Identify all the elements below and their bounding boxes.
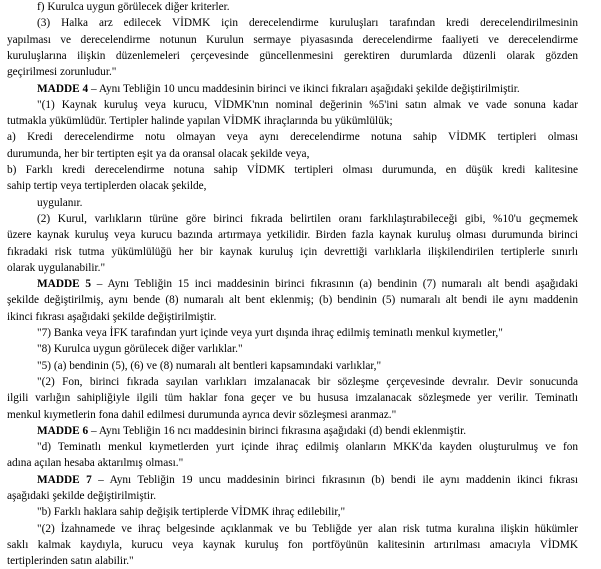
text-line <box>7 537 578 553</box>
text-line <box>37 325 578 341</box>
line-text: sahip tertip veya tertiplerden olacak şekilde, <box>7 180 207 193</box>
text-line <box>37 195 578 211</box>
line-text: (2) Kurul, varlıkların türüne göre birinci fıkrada belirtilen oranı farklılaştırabileceği gibi, %10'u geçmemek <box>37 212 578 225</box>
article-heading-line <box>37 472 578 488</box>
line-text: – Aynı Tebliğin 15 inci maddesinin birinci fıkrasının (a) bendinin (7) numaralı alt bendi aşağıdaki <box>91 278 578 291</box>
line-text: adına açılan hesaba aktarılmış olması." <box>7 457 184 470</box>
line-text: üzere kaynak kuruluş veya kurucu bazında artırmaya yetkilidir. Birden fazla kaynak kuruluş olması durumunda birinci <box>7 229 578 242</box>
text-line <box>37 0 578 15</box>
article-heading-line <box>37 81 578 97</box>
line-text: f) Kurulca uygun görülecek diğer kriterler. <box>37 1 230 13</box>
line-text: "7) Banka veya İFK tarafından yurt içinde veya yurt dışında ihraç edilmiş teminatlı menkul kıymetler," <box>37 327 503 339</box>
line-text: "8) Kurulca uygun görülecek diğer varlıklar." <box>37 343 243 356</box>
line-text: a) Kredi derecelendirme notu olmayan veya aynı derecelendirme notuna sahip VİDMK tertipleri olması <box>7 131 578 144</box>
article-heading-line <box>37 423 578 439</box>
article-number: MADDE 7 <box>37 473 92 486</box>
text-line <box>7 227 578 243</box>
line-text: şekilde değiştirilmiş, aynı bende (8) numaralı alt bent eklenmiş; (b) bendinin (5) numaralı alt bendi ile aynı maddenin <box>7 294 578 307</box>
line-text: fıkradaki risk tutma yükümlülüğü her bir kaynak kuruluş için devrettiği varlıklarla ilişkilendirilen tertiplerle sınırlı <box>7 245 578 258</box>
line-text: ilgili varlığın sahipliğiyle ilgili tüm haklar fona geçer ve bu hususa imzalanacak sözleşmede yer verilir. Teminatlı <box>7 392 578 405</box>
line-text: – Aynı Tebliğin 19 uncu maddesinin birinci fıkrasının (b) bendi ile aynı maddenin ikinci fıkrası <box>91 473 578 486</box>
text-line <box>37 15 578 31</box>
line-text: – Aynı Tebliğin 10 uncu maddesinin birinci ve ikinci fıkraları aşağıdaki şekilde değiştirilmiştir. <box>88 82 520 95</box>
text-line <box>37 374 578 390</box>
line-text: "d) Teminatlı menkul kıymetlerden yurt içinde ihraç edilmiş olanların MKK'da kayden oluşturulmuş ve fon <box>37 441 578 454</box>
line-text: (3) Halka arz edilecek VİDMK için derecelendirme kuruluşları tarafından kredi derecelendirilmesinin <box>37 17 578 30</box>
text-line <box>7 129 578 145</box>
article-number: MADDE 4 <box>37 82 89 95</box>
article-number: MADDE 5 <box>37 278 92 291</box>
text-line <box>7 488 578 504</box>
text-line <box>7 244 578 260</box>
text-line <box>7 48 578 64</box>
text-line <box>7 292 578 308</box>
line-text: yapılması ve derecelendirme notunun Kurulun sermaye piyasasında derecelendirme faaliyeti ve derecelendirme <box>7 33 578 46</box>
line-text: – Aynı Tebliğin 16 ncı maddesinin birinci fıkrasına aşağıdaki (d) bendi eklenmiştir. <box>88 424 467 437</box>
text-line <box>37 97 578 113</box>
line-text: tertiplerinden satın alabilir." <box>7 555 134 568</box>
text-line <box>37 521 578 537</box>
line-text: b) Farklı kredi derecelendirme notuna sahip VİDMK tertipleri olması durumunda, en düşük kredi kalitesine <box>7 164 578 176</box>
line-text: "(1) Kaynak kuruluş veya kurucu, VİDMK'nın nominal değerinin %5'ini satın almak ve vade sonuna kadar <box>37 98 578 111</box>
text-line <box>7 64 578 80</box>
article-number: MADDE 6 <box>37 424 89 437</box>
text-line <box>37 439 578 455</box>
line-text: durumunda, her bir tertipten eşit ya da oransal olacak şekilde veya, <box>7 147 310 160</box>
text-line <box>7 553 578 569</box>
text-line <box>37 211 578 227</box>
text-line <box>7 407 578 423</box>
text-line <box>7 146 578 162</box>
line-text: "(2) Fon, birinci fıkrada sayılan varlıkları imzalanacak bir sözleşme çerçevesinde devralır. Devir sonucunda <box>37 375 578 388</box>
text-line <box>7 178 578 194</box>
line-text: "5) (a) bendinin (5), (6) ve (8) numaralı alt bentleri kapsamındaki varlıklar," <box>37 359 382 372</box>
text-line <box>7 260 578 276</box>
line-text: "(2) İzahnamede ve ihraç belgesinde açıklanmak ve bu Tebliğde yer alan risk tutma kuralına ilişkin hükümler <box>37 522 578 535</box>
text-line <box>37 504 578 520</box>
article-heading-line <box>37 276 578 292</box>
line-text: kuruluşlarına ilişkin düzenlemeleri çerçevesinde güncellenmesini gerektiren durumlarda düzenli olarak gözden <box>7 49 578 62</box>
text-line <box>7 162 578 178</box>
text-line <box>37 358 578 374</box>
line-text: aşağıdaki şekilde değiştirilmiştir. <box>7 490 157 502</box>
line-text: geçirilmesi zorunludur." <box>7 66 117 79</box>
line-text: ikinci fıkrası aşağıdaki şekilde değiştirilmiştir. <box>7 310 217 323</box>
line-text: saklı kalmak kaydıyla, kurucu veya kaynak kuruluş fon portföyünün kalitesinin artırılması amacıyla VİDMK <box>7 538 578 551</box>
text-line <box>7 309 578 325</box>
text-line <box>7 32 578 48</box>
text-line <box>7 455 578 471</box>
line-text: menkul kıymetlerin fona dahil edilmesi durumunda ayrıca devir sözleşmesi aranmaz." <box>7 408 397 421</box>
text-line <box>7 113 578 129</box>
line-text: olarak uygulanabilir." <box>7 261 106 274</box>
line-text: tutmakla yükümlüdür. Tertipler halinde yapılan VİDMK ihraçlarında bu yükümlülük; <box>7 115 393 128</box>
line-text: uygulanır. <box>37 196 83 209</box>
line-text: "b) Farklı haklara sahip değişik tertiplerde VİDMK ihraç edilebilir," <box>37 506 346 519</box>
text-line <box>7 390 578 406</box>
text-line <box>37 341 578 357</box>
